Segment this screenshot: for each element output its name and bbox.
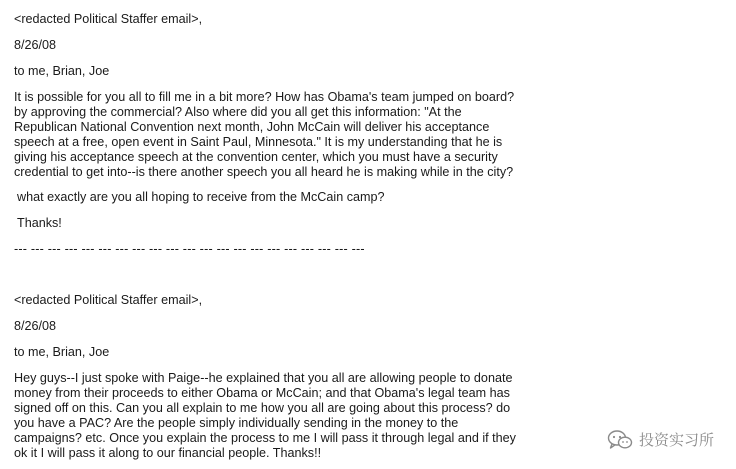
email2-date: 8/26/08 bbox=[14, 319, 57, 333]
watermark-text: 投资实习所 bbox=[638, 430, 714, 449]
email1-date: 8/26/08 bbox=[14, 38, 57, 52]
email1-sender: <redacted Political Staffer email>, bbox=[14, 12, 203, 26]
email2-body-line: you have a PAC? Are the people simply individually sending in the money to the bbox=[14, 416, 459, 430]
email1-body-line: speech at a free, open event in Saint Paul, Minnesota." It is my understanding that he is bbox=[14, 135, 503, 149]
email1-body-line: by approving the commercial? Also where did you all get this information: "At the bbox=[14, 105, 462, 119]
email2-body-line: campaigns? etc. Once you explain the process to me I will pass it through legal and if they bbox=[14, 431, 516, 445]
email2-body-line: ok it I will pass it along to our financial people. Thanks!! bbox=[14, 446, 322, 460]
email1-body-line: giving his acceptance speech at the convention center, which you must have a security bbox=[14, 150, 498, 164]
email2-body-line: money from their proceeds to either Obama or McCain; and that Obama's legal team has bbox=[14, 386, 510, 400]
wechat-icon bbox=[607, 429, 633, 451]
email1-body-line: Republican National Convention next month, John McCain will deliver his acceptance bbox=[14, 120, 490, 134]
email2-recipients: to me, Brian, Joe bbox=[14, 345, 110, 359]
email-separator: --- --- --- --- --- --- --- --- --- --- --- --- --- --- --- --- --- --- --- --- --- bbox=[14, 242, 365, 256]
email1-signoff: Thanks! bbox=[17, 216, 62, 230]
email2-body bbox=[14, 371, 559, 461]
email1-body-line: It is possible for you all to fill me in a bit more? How has Obama's team jumped on board? bbox=[14, 90, 515, 104]
watermark bbox=[607, 429, 714, 451]
email1-body-line: credential to get into--is there another speech you all heard he is making while in the city? bbox=[14, 165, 514, 179]
email2-body-line: signed off on this. Can you all explain to me how you all are going about this process? do bbox=[14, 401, 511, 415]
email-thread bbox=[14, 12, 559, 461]
email1-question: what exactly are you all hoping to receive from the McCain camp? bbox=[17, 190, 385, 204]
email1-recipients: to me, Brian, Joe bbox=[14, 64, 110, 78]
email2-body-line: Hey guys--I just spoke with Paige--he explained that you all are allowing people to donate bbox=[14, 371, 513, 385]
email1-body bbox=[14, 90, 559, 180]
email2-sender: <redacted Political Staffer email>, bbox=[14, 293, 203, 307]
